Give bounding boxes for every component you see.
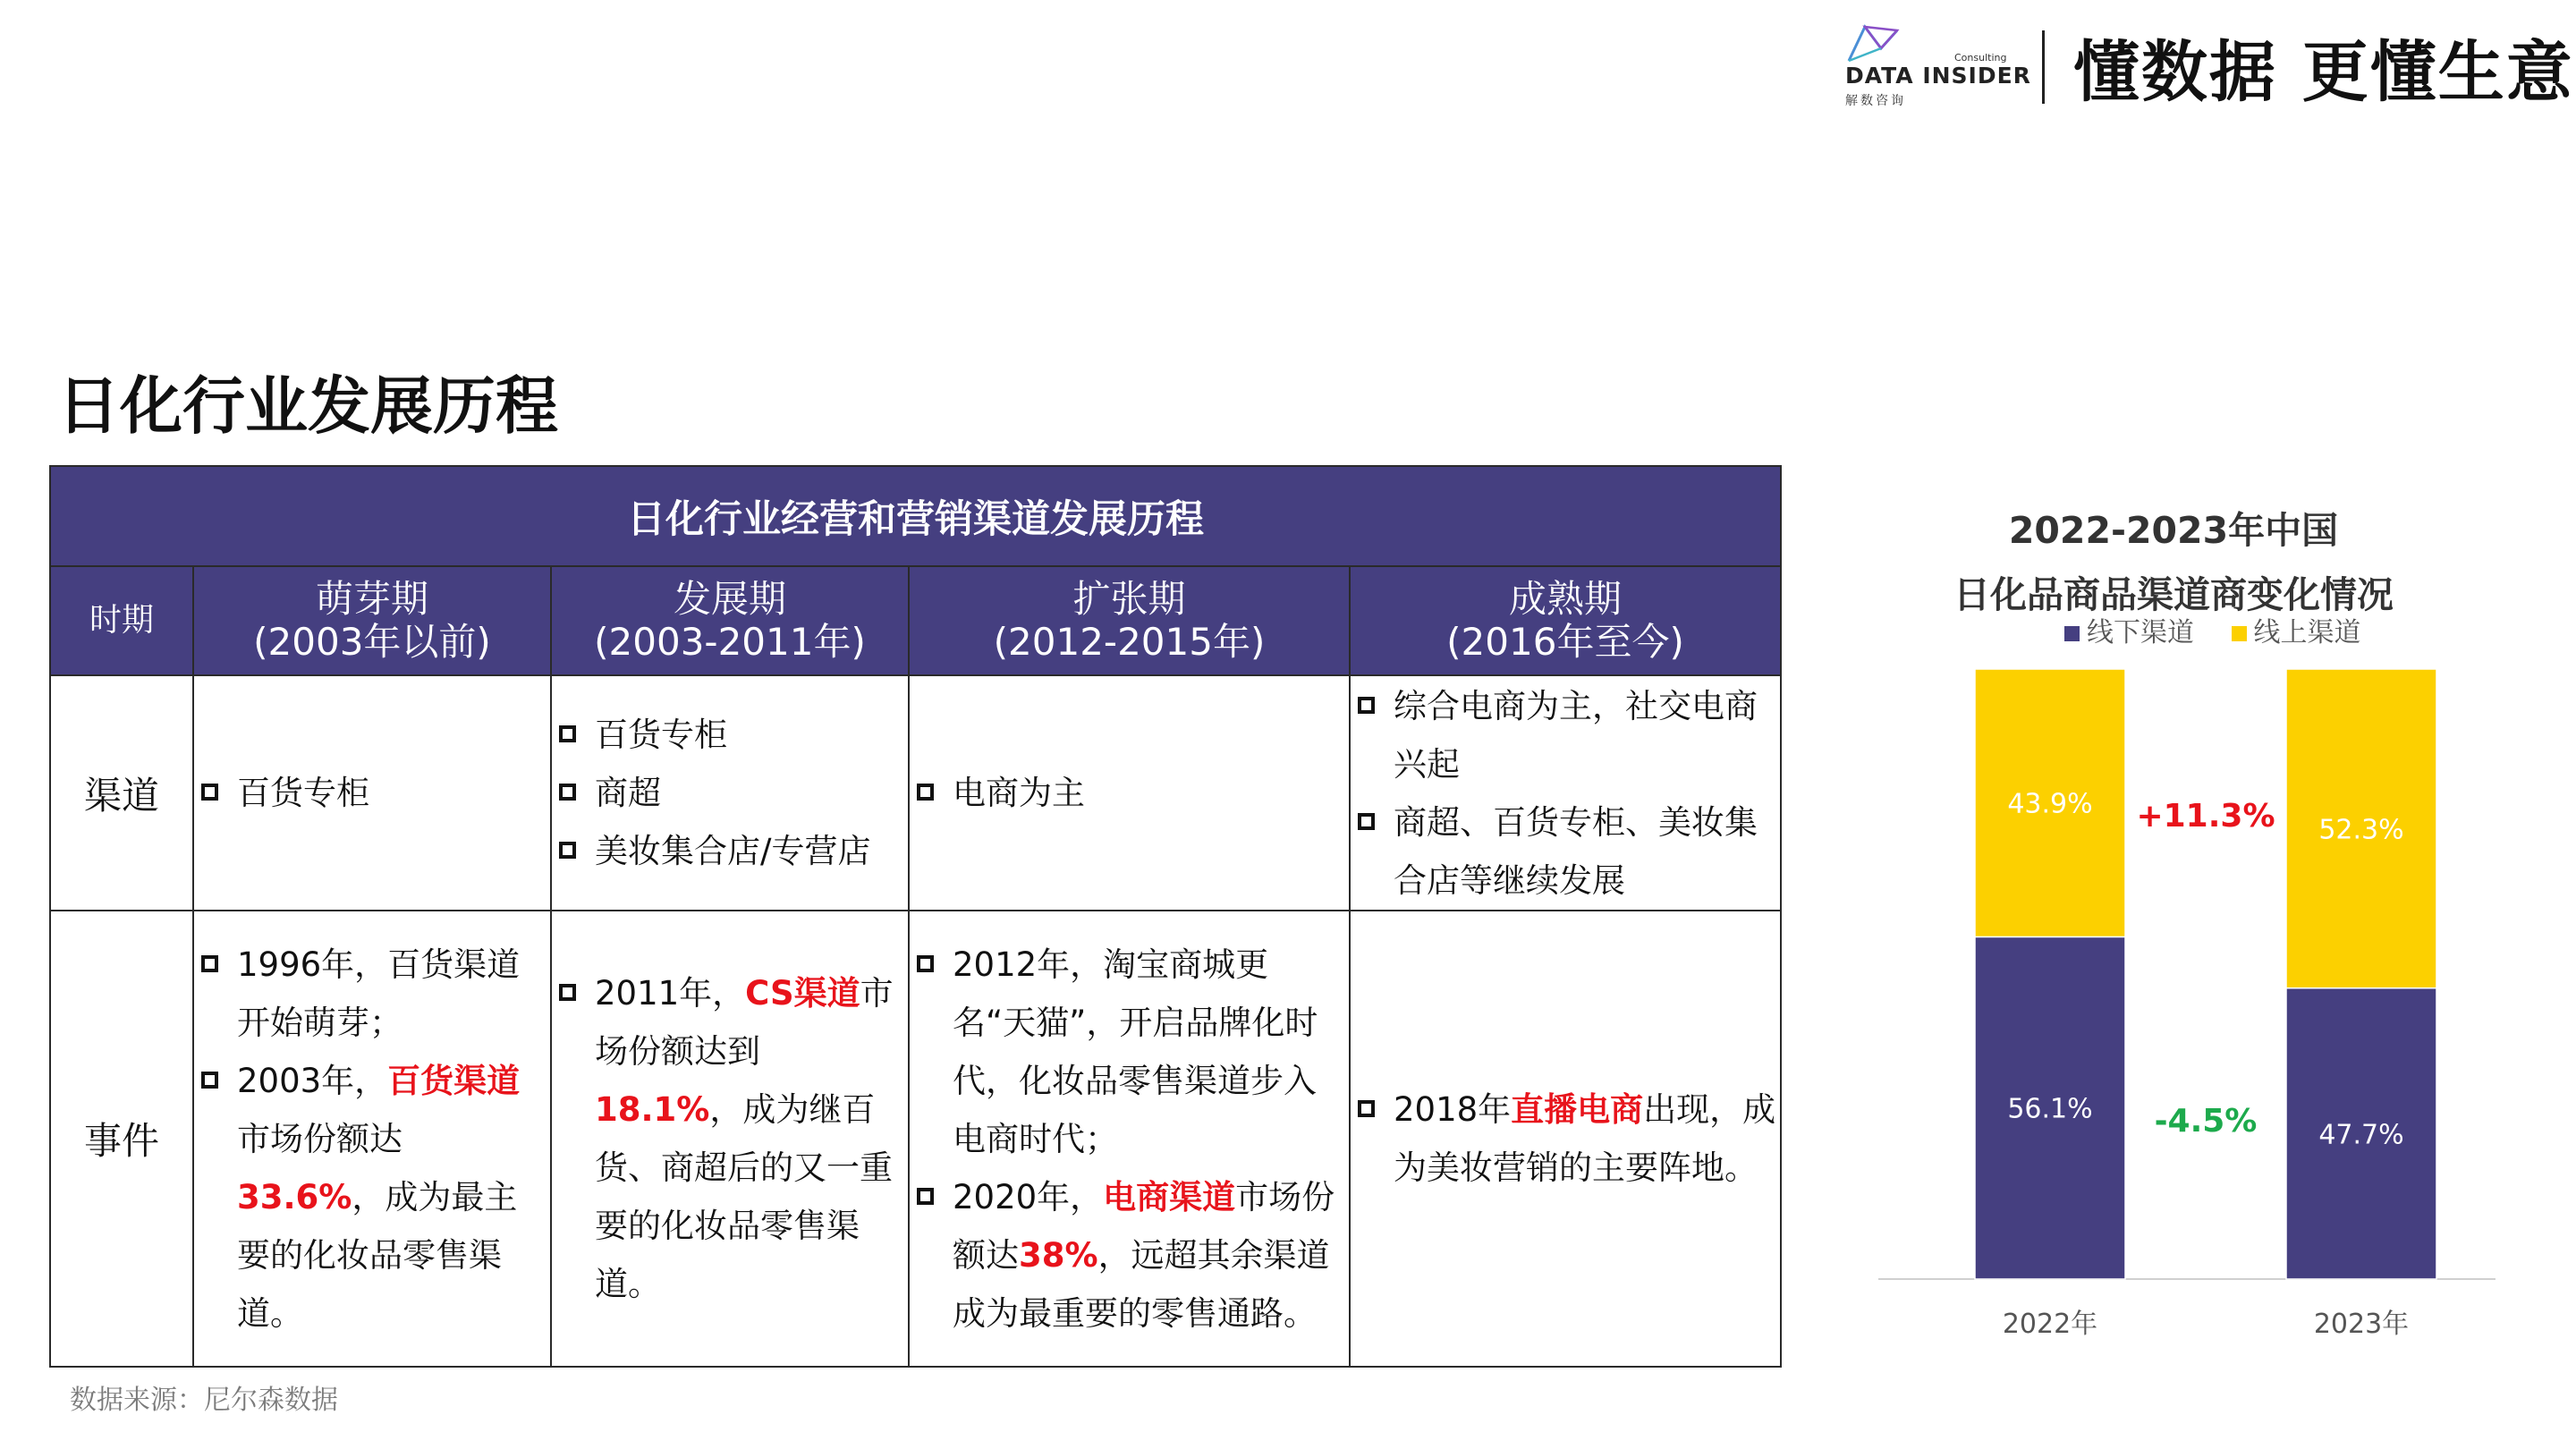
square-bullet-icon bbox=[559, 725, 576, 742]
bar-data-label: 56.1% bbox=[2007, 1093, 2093, 1125]
bullet-item bbox=[1358, 1080, 1780, 1197]
row-label-events: 事件 bbox=[50, 911, 193, 1367]
item-text: 1996年，百货渠道开始萌芽； bbox=[237, 945, 521, 1042]
highlight-text: 直播电商 bbox=[1511, 1090, 1644, 1129]
square-bullet-icon bbox=[201, 784, 218, 801]
highlight-text: CS渠道 bbox=[745, 974, 860, 1013]
history-table bbox=[49, 465, 1782, 1368]
header-divider bbox=[2042, 30, 2045, 104]
square-bullet-icon bbox=[201, 1072, 218, 1089]
x-tick-label: 2023年 bbox=[2313, 1309, 2410, 1340]
bullet-item bbox=[559, 964, 908, 1313]
highlight-text: 18.1% bbox=[595, 1090, 710, 1129]
period-range: (2003年以前) bbox=[253, 620, 491, 664]
item-text: 2011年， bbox=[595, 974, 746, 1013]
legend-item-offline bbox=[2064, 617, 2203, 648]
source-note: 数据来源：尼尔森数据 bbox=[70, 1385, 338, 1416]
item-text: 商超 bbox=[595, 774, 661, 812]
bullet-item bbox=[917, 764, 1349, 822]
legend-label-offline: 线下渠道 bbox=[2087, 617, 2194, 648]
chart-title-line-1: 2022-2023年中国 bbox=[2008, 509, 2339, 552]
table-header-row bbox=[50, 566, 1781, 675]
item-text: 综合电商为主，社交电商兴起 bbox=[1394, 686, 1758, 784]
square-bullet-icon bbox=[559, 984, 576, 1001]
square-bullet-icon bbox=[917, 955, 934, 972]
bullet-item bbox=[201, 936, 550, 1052]
bullet-item bbox=[1358, 677, 1780, 793]
item-text: 2018年 bbox=[1394, 1090, 1512, 1129]
item-text: 出现，成为美妆营销的主要阵地。 bbox=[1394, 1090, 1776, 1187]
square-bullet-icon bbox=[1358, 813, 1375, 830]
change-annotation: -4.5% bbox=[2154, 1103, 2258, 1140]
data-insider-logo-mark-icon bbox=[1845, 21, 1910, 66]
channel-cell bbox=[909, 675, 1350, 911]
item-text: 2003年， bbox=[237, 1061, 388, 1100]
bullet-item bbox=[917, 1168, 1349, 1343]
item-text: ，成为继百货、商超后的又一重要的化妆品零售渠道。 bbox=[595, 1090, 893, 1303]
item-text: 2012年，淘宝商城更名“天猫”，开启品牌化时代，化妆品零售渠道步入电商时代； bbox=[953, 945, 1318, 1158]
period-range: (2016年至今) bbox=[1446, 620, 1684, 664]
row-label-channel: 渠道 bbox=[50, 675, 193, 911]
logo-consulting-text: Consulting bbox=[1954, 52, 2007, 64]
item-text: ，成为最主要的化妆品零售渠道。 bbox=[237, 1177, 518, 1333]
highlight-text: 百货渠道 bbox=[387, 1061, 521, 1100]
chart-title-line-2: 日化品商品渠道商变化情况 bbox=[1953, 573, 2394, 616]
period-name: 萌芽期 bbox=[315, 577, 428, 621]
bar-data-label: 43.9% bbox=[2007, 788, 2093, 820]
events-cell bbox=[909, 911, 1350, 1367]
page-title: 日化行业发展历程 bbox=[57, 369, 558, 443]
item-text: ，远超其余渠道成为最重要的零售通路。 bbox=[953, 1235, 1330, 1333]
channel-cell bbox=[551, 675, 909, 911]
channel-cell bbox=[1350, 675, 1781, 911]
item-text: 电商为主 bbox=[953, 774, 1085, 812]
item-text: 商超、百货专柜、美妆集合店等继续发展 bbox=[1394, 802, 1758, 900]
bullet-item bbox=[917, 936, 1349, 1168]
square-bullet-icon bbox=[1358, 697, 1375, 714]
channel-row bbox=[50, 675, 1781, 911]
item-text: 美妆集合店/专营店 bbox=[595, 832, 871, 870]
legend-item-online bbox=[2232, 617, 2361, 648]
highlight-text: 33.6% bbox=[237, 1177, 352, 1216]
table-caption: 日化行业经营和营销渠道发展历程 bbox=[50, 466, 1781, 566]
square-bullet-icon bbox=[917, 784, 934, 801]
period-range: (2012-2015年) bbox=[993, 620, 1266, 664]
stacked-bar-chart bbox=[1860, 662, 2513, 1360]
bar-data-label: 52.3% bbox=[2318, 814, 2404, 846]
logo-chinese-text: 解数咨询 bbox=[1845, 94, 1906, 108]
item-text: 市场份额达 bbox=[953, 1177, 1335, 1275]
bullet-item bbox=[1358, 793, 1780, 910]
bullet-item bbox=[559, 706, 908, 764]
bullet-item bbox=[559, 822, 908, 880]
events-row bbox=[50, 911, 1781, 1367]
square-bullet-icon bbox=[201, 955, 218, 972]
period-header: 时期 bbox=[50, 566, 193, 675]
item-text: 2020年， bbox=[953, 1177, 1104, 1216]
item-text: 百货专柜 bbox=[237, 774, 369, 812]
period-header-cell bbox=[1350, 566, 1781, 675]
square-bullet-icon bbox=[917, 1188, 934, 1205]
period-range: (2003-2011年) bbox=[594, 620, 866, 664]
events-cell bbox=[551, 911, 909, 1367]
square-bullet-icon bbox=[559, 784, 576, 801]
chart-legend bbox=[2064, 610, 2390, 649]
events-cell bbox=[193, 911, 551, 1367]
square-bullet-icon bbox=[1358, 1100, 1375, 1117]
period-name: 发展期 bbox=[673, 577, 786, 621]
channel-cell bbox=[193, 675, 551, 911]
x-tick-label: 2022年 bbox=[2002, 1309, 2098, 1340]
bullet-item bbox=[559, 764, 908, 822]
item-text: 市场份额达到 bbox=[595, 974, 894, 1071]
item-text: 市场份额达 bbox=[237, 1119, 402, 1158]
table-caption-row bbox=[50, 466, 1781, 566]
logo-brand-text: DATA INSIDER bbox=[1845, 63, 2031, 89]
period-header-cell bbox=[551, 566, 909, 675]
period-header-cell bbox=[909, 566, 1350, 675]
legend-swatch-offline bbox=[2064, 626, 2080, 641]
header-slogan: 懂数据 更懂生意 bbox=[2073, 34, 2574, 111]
bar-data-label: 47.7% bbox=[2318, 1119, 2404, 1151]
bullet-item bbox=[201, 1052, 550, 1343]
legend-label-online: 线上渠道 bbox=[2253, 617, 2361, 648]
period-header-cell bbox=[193, 566, 551, 675]
events-cell bbox=[1350, 911, 1781, 1367]
highlight-text: 电商渠道 bbox=[1103, 1177, 1236, 1216]
change-annotation: +11.3% bbox=[2136, 798, 2275, 835]
period-name: 扩张期 bbox=[1072, 577, 1186, 621]
square-bullet-icon bbox=[559, 842, 576, 859]
item-text: 百货专柜 bbox=[595, 716, 727, 754]
highlight-text: 38% bbox=[1019, 1235, 1098, 1275]
legend-swatch-online bbox=[2232, 626, 2247, 641]
bullet-item bbox=[201, 764, 550, 822]
period-name: 成熟期 bbox=[1509, 577, 1623, 621]
